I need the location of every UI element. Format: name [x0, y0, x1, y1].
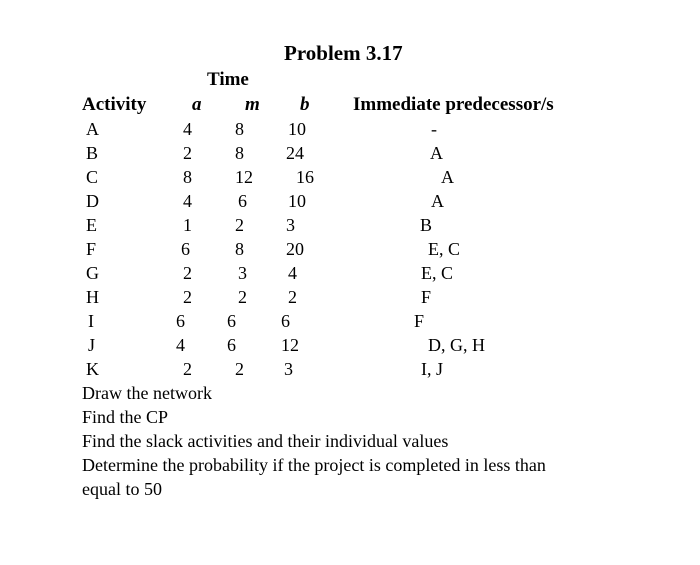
predecessor-cell: A — [431, 191, 444, 211]
activity-cell: E — [86, 215, 97, 235]
a-cell: 8 — [183, 167, 192, 187]
time-header: Time — [207, 69, 249, 90]
b-cell: 12 — [281, 335, 299, 355]
b-cell: 6 — [281, 311, 290, 331]
activity-cell: H — [86, 287, 99, 307]
a-cell: 4 — [183, 119, 192, 139]
a-cell: 4 — [183, 191, 192, 211]
instruction-line: Find the slack activities and their individual values — [82, 431, 449, 451]
instruction-line: Find the CP — [82, 407, 169, 427]
predecessor-cell: F — [414, 311, 425, 331]
activity-cell: B — [86, 143, 99, 163]
predecessor-cell: F — [421, 287, 432, 307]
predecessor-cell: A — [430, 143, 443, 163]
m-cell: 3 — [238, 263, 247, 283]
activity-column-header: Activity — [82, 94, 147, 115]
a-cell: 2 — [183, 287, 192, 307]
predecessor-column-header: Immediate predecessor/s — [353, 94, 554, 115]
b-cell: 2 — [288, 287, 297, 307]
b-cell: 16 — [296, 167, 314, 187]
activity-cell: F — [86, 239, 97, 259]
m-cell: 6 — [227, 311, 236, 331]
a-column-header: a — [192, 94, 202, 115]
a-cell: 1 — [183, 215, 192, 235]
m-cell: 2 — [235, 215, 244, 235]
instruction-line: equal to 50 — [82, 479, 162, 499]
predecessor-cell: E, C — [428, 239, 461, 259]
b-column-header: b — [300, 94, 310, 115]
predecessor-cell: A — [441, 167, 454, 187]
m-cell: 2 — [238, 287, 247, 307]
b-cell: 4 — [288, 263, 297, 283]
m-cell: 8 — [235, 119, 244, 139]
activity-cell: D — [86, 191, 99, 211]
a-cell: 4 — [176, 335, 185, 355]
m-cell: 12 — [235, 167, 253, 187]
m-column-header: m — [245, 94, 260, 115]
m-cell: 6 — [227, 335, 236, 355]
predecessor-cell: I, J — [421, 359, 443, 379]
predecessor-cell: B — [420, 215, 433, 235]
activity-cell: C — [86, 167, 99, 187]
activity-cell: G — [86, 263, 99, 283]
m-cell: 8 — [235, 143, 244, 163]
b-cell: 10 — [288, 119, 306, 139]
b-cell: 3 — [284, 359, 293, 379]
instruction-line: Determine the probability if the project is completed in less than — [82, 455, 546, 475]
a-cell: 6 — [181, 239, 190, 259]
b-cell: 24 — [286, 143, 304, 163]
activity-cell: K — [86, 359, 99, 379]
page-title: Problem 3.17 — [284, 41, 403, 65]
activity-cell: J — [88, 335, 96, 355]
predecessor-cell: E, C — [421, 263, 454, 283]
m-cell: 2 — [235, 359, 244, 379]
a-cell: 2 — [183, 143, 192, 163]
activity-cell: I — [88, 311, 94, 331]
m-cell: 6 — [238, 191, 247, 211]
b-cell: 10 — [288, 191, 306, 211]
instruction-line: Draw the network — [82, 383, 212, 403]
b-cell: 3 — [286, 215, 295, 235]
activity-cell: A — [86, 119, 99, 139]
predecessor-cell: - — [431, 119, 437, 139]
a-cell: 2 — [183, 263, 192, 283]
b-cell: 20 — [286, 239, 304, 259]
predecessor-cell: D, G, H — [428, 335, 485, 355]
a-cell: 6 — [176, 311, 185, 331]
a-cell: 2 — [183, 359, 192, 379]
m-cell: 8 — [235, 239, 244, 259]
